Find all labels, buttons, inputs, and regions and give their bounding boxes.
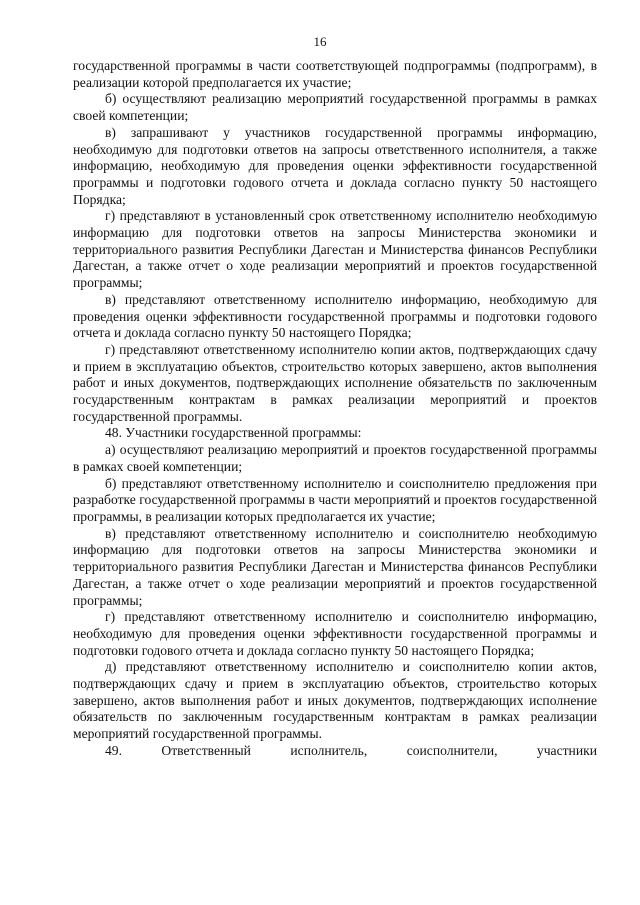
paragraph-item-b: б) осуществляют реализацию мероприятий государственной программы в рамках своей компетенции; [73, 91, 597, 124]
paragraph-continuation: государственной программы в части соответствующей подпрограммы (подпрограмм), в реализации которой предполагается их участие; [73, 58, 597, 90]
section-heading-48: 48. Участники государственной программы: [105, 425, 362, 441]
paragraph-item-v: в) запрашивают у участников государственной программы информацию, необходимую для подготовки ответов на запросы ответственного исполнителя, а также информацию, необходимую для проведения оценки эффективности государственной программы и подготовки годового отчета и доклада согласно пункту 50 настоящего Порядка; [73, 124, 597, 207]
paragraph-item-v-2: в) представляют ответственному исполнителю информацию, необходимую для проведения оценки эффективности государственной программы и подготовки годового отчета и доклада согласно пункту 50 настоящего Порядка; [73, 291, 597, 341]
paragraph-48-v: в) представляют ответственному исполнителю и соисполнителю необходимую информацию для подготовки ответов на запросы Министерства экономики и территориального развития Республики Дагестан и Министерства финансов Республики Дагестан, а также отчет о ходе реализации мероприятий и проектов государственной программы; [73, 525, 597, 608]
section-heading-49: 49. Ответственный исполнитель, соисполнители, участники [105, 742, 597, 758]
document-body [73, 58, 597, 760]
paragraph-48-a: а) осуществляют реализацию мероприятий и проектов государственной программы в рамках своей компетенции; [73, 442, 597, 474]
paragraph-48-b: б) представляют ответственному исполнителю и соисполнителю предложения при разработке государственной программы в части мероприятий и проектов государственной программы, в реализации которых предполагается их участие; [73, 475, 597, 524]
paragraph-item-g-2: г) представляют ответственному исполнителю копии актов, подтверждающих сдачу и прием в эксплуатацию объектов, строительство которых завершено, актов выполнения работ и иных документов, подтверждающих исполнение обязательств по заключенным государственным контрактам в рамках реализации мероприятий и проектов государственной программы. [73, 341, 597, 424]
paragraph-48-d: д) представляют ответственному исполнителю и соисполнителю копии актов, подтверждающих сдачу и прием в эксплуатацию объектов, строительство которых завершено, актов выполнения работ и иных документов, подтверждающих исполнение обязательств по заключенным государственным контрактам в рамках реализации мероприятий государственной программы. [73, 659, 597, 742]
paragraph-item-g: г) представляют в установленный срок ответственному исполнителю необходимую информацию для подготовки ответов на запросы Министерства экономики и территориального развития Республики Дагестан и Министерства финансов Республики Дагестан, а также отчет о ходе реализации мероприятий и проектов государственной программы; [73, 208, 597, 291]
paragraph-48-g: г) представляют ответственному исполнителю и соисполнителю информацию, необходимую для проведения оценки эффективности государственной программы и подготовки годового отчета и доклада согласно пункту 50 настоящего Порядка; [73, 609, 597, 658]
page-number: 16 [313, 34, 327, 49]
